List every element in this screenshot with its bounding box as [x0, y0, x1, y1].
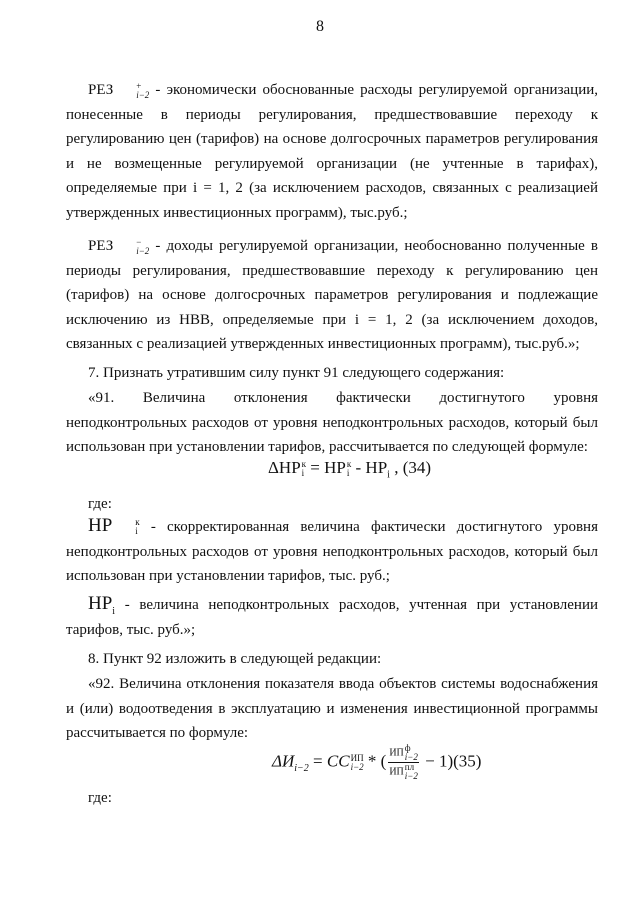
- paragraph-item-7: 7. Признать утратившим силу пункт 91 следующего содержания:: [88, 365, 505, 381]
- page-number: 8: [316, 18, 324, 35]
- nrk-symbol: НР к i: [88, 515, 140, 536]
- paragraph-item-92: «92. Величина отклонения показателя ввода объектов системы водоснабжения и (или) водоотведения в эксплуатацию и изменения инвестиционной программы рассчитывается по формуле:: [66, 676, 598, 741]
- paragraph-rez-plus: РЕЗ + i−2 - экономически обоснованные расходы регулируемой организации, понесенные в периоды регулирования, предшествовавшие переходу к регулированию цен (тарифов) на основе долгосрочных параметров регулирования и не возмещенные регулируемой организации (не учтенные в тарифах), определяемые при i = 1, 2 (за исключением расходов, связанных с реализацией утвержденных инвестиционных программ), тыс.руб.;: [66, 80, 598, 221]
- paragraph-item-91: «91. Величина отклонения фактически достигнутого уровня неподконтрольных расходов от уровня неподконтрольных расходов, который был использован при установлении тарифов, рассчитывается по следующей формуле:: [66, 390, 598, 455]
- where-label-2: где:: [88, 790, 112, 806]
- nr-symbol: $НР_i$: [88, 593, 116, 617]
- formula-35: $\Delta И_{i-2}$ = СС ИП i−2 * ( ИП ф i−2 ИП пл i−2 − 1)(35): [272, 743, 482, 781]
- paragraph-item-8: 8. Пункт 92 изложить в следующей редакции:: [88, 651, 382, 667]
- formula-35-fraction: ИП ф i−2 ИП пл i−2: [389, 743, 418, 781]
- paragraph-rez-minus: РЕЗ − i−2 - доходы регулируемой организации, необоснованно полученные в периоды регулирования, предшествовавшие переходу к регулированию цен (тарифов) на основе долгосрочных параметров регулирования и подлежащие исключению из НВВ, определяемые при i = 1, 2 (за исключением доходов, связанных с реализацией утвержденных инвестиционных программ), тыс.руб.»;: [66, 236, 598, 352]
- paragraph-nrk: НР к i - скорректированная величина фактически достигнутого уровня неподконтрольных расходов от уровня неподконтрольных расходов, который был использован при установлении тарифов, тыс. руб.;: [66, 515, 598, 584]
- formula-34: ΔНР к i = НР к i - $НР_i$ , (34): [268, 458, 432, 481]
- paragraph-nr: $НР_i$ - величина неподконтрольных расходов, учтенная при установлении тарифов, тыс. руб.»;: [66, 593, 598, 638]
- rez-minus-symbol: РЕЗ − i−2: [88, 236, 150, 256]
- where-label-1: где:: [88, 496, 112, 512]
- rez-plus-symbol: РЕЗ + i−2: [88, 80, 150, 100]
